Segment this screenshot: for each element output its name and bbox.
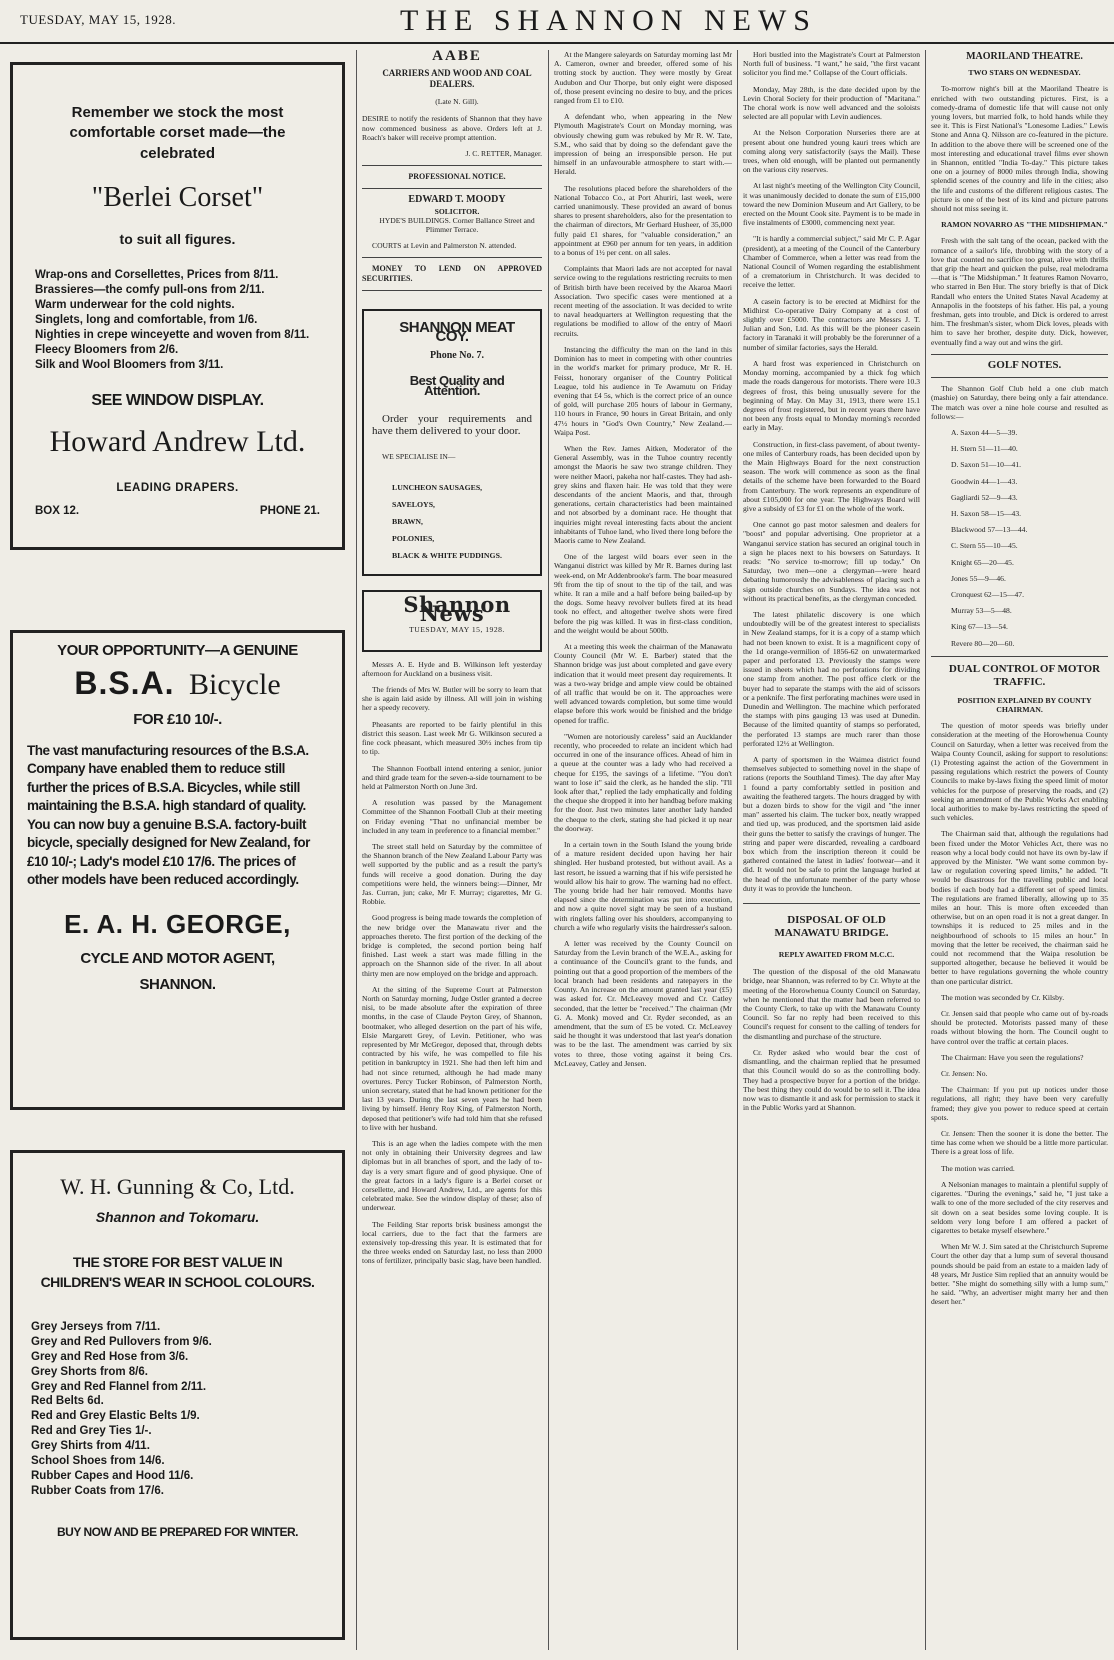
divider [362, 290, 542, 291]
news-paragraph: Cr. Jensen: No. [941, 1069, 988, 1079]
news-paragraph: Good progress is being made towards the completion of the new bridge over the Manawatu river and the approaches thereto. The first portion of the decking of the bridge is completed, the second portion being half finished. Last week a start was made filling in the approach on the Shannon side of the river. In all about thirty men are now employed on the bridge and approach. [362, 913, 542, 978]
list-item: BRAWN, [392, 517, 423, 527]
list-item: Grey Jerseys from 7/11. [31, 1320, 161, 1333]
news-paragraph: The motion was seconded by Cr. Kilsby. [941, 992, 1065, 1002]
list-item: Red Belts 6d. [31, 1395, 104, 1408]
gunning-firm: W. H. Gunning & Co, Ltd. [60, 1174, 295, 1199]
moody-courts: COURTS at Levin and Palmerston N. attended. [372, 241, 517, 251]
news-paragraph: Cr. Jensen: Then the sooner it is done the better. The time has come when we should be a little more particular. There is a great loss of life. [931, 1129, 1108, 1157]
news-paragraph: Hori bustled into the Magistrate's Court at Palmerston North full of business. "I want," he said, "the first vacant solicitor you find me." Collapse of the Court officials. [743, 50, 920, 78]
list-item: D. Saxon 51—10—41. [951, 460, 1022, 470]
corset-contact [35, 505, 320, 517]
corset-item-list [35, 268, 342, 373]
news-paragraph: Fresh with the salt tang of the ocean, packed with the romance of a sailor's life, throbbing with the story of a love that counted no sacrifice too great, alive with thrills that grip the heart and quicken the pulse, real melodrama—that is "The Midshipman." It features Ramon Novarro, who starred in Ben Hur. The story briefly is that of Dick Randall who enters the United States Naval Academy at Annapolis in the footsteps of his father. His pal, a young freshman, gets into trouble, and Dick is ordered to arrest him. The freshman's sister, whom Dick loves, pleads with him to save her brother, despite duty. Dick, however, eventually find a way out and wins the girl. [931, 236, 1108, 347]
news-paragraph: A defendant who, when appearing in the New Plymouth Magistrate's Court on Monday morning, was obviously chewing gum was rebuked by Mr R. W. Tate, S.M., who said that by doing so the defendant gave the impression of being an irresponsible person. He put himself in an unfavourable atmosphere to start with.—Herald. [554, 112, 732, 177]
bicycle-price: FOR £10 10/-. [133, 711, 222, 729]
corset-advertisement [10, 62, 345, 550]
corset-phone: PHONE 21. [259, 505, 320, 517]
moody-address: HYDE'S BUILDINGS. Corner Ballance Street and Plimmer Terrace. [379, 215, 535, 235]
news-paragraph: Messrs A. E. Hyde and B. Wilkinson left yesterday afternoon for Auckland on a business visit. [362, 659, 542, 678]
bridge-subheadline: REPLY AWAITED FROM M.C.C. [778, 950, 895, 960]
list-item: King 67—13—54. [951, 622, 1008, 632]
news-paragraph: When the Rev. James Aitken, Moderator of the General Assembly, was in the Tuhoe country recently amongst the Maoris he saw two strange children. They were neither Maori, pakeha nor half-castes. They had ash-grey skins and flaxen hair. He was told that they were descendants of the ancient Maoris, and that, through generations, certain characteristics had been maintained and not absorbed by a dominant race. He thought that inquiries might reveal interesting facts about the ancient inhabitants of Tuhoe land, who lived there long before the Maoris came to New Zealand. [554, 443, 732, 545]
news-paragraph: One of the largest wild boars ever seen in the Wanganui district was killed by Mr R. Barnes during last week-end, on Mr Addenbrooke's farm. The boar measured 9ft from the tip of snout to the tip of the tail, and was white. It ran a mile and a half before being bailed-up by the dogs. Some heavy revolver bullets fired at its head took no effect, and altogether twelve shots were fired before the pig was killed. It was in first-class condition, and the weight would be about 500lb. [554, 552, 732, 635]
news-paragraph: At the sitting of the Supreme Court at Palmerston North on Saturday morning, Judge Ostler granted a decree nisi, to be made absolute after the expiration of three months, in the case of Claude Peyton Grey, of Shannon, bootmaker, who alleged desertion on the part of his wife, Elsie Margarett Grey, of Levin. Petitioner, who was represented by Mr McGregor, deposed that, through debts contracted by his wife, he was compelled to file his petition in bankruptcy in 1921. She had then left him and had not since returned, although he had made many overtures. Percy Tucker Robinson, of Palmerston North, union secretary, stated that he had known petitioner for the last 13 years. During the last seven years he had been living by himself. Henry Roy King, of Palmerston North, deposed that petitioner's wife had told him that she refused to live with her husband. [362, 984, 542, 1132]
golf-score-list [941, 428, 1108, 648]
news-paragraph: Pheasants are reported to be fairly plentiful in this district this season. Last week Mr G. Wilkinson secured a fine cock pheasant, which measured 30½ inches from tip to tip. [362, 719, 542, 757]
meat-phone: Phone No. 7. [430, 350, 484, 362]
news-paragraph: To-morrow night's bill at the Maoriland Theatre is enriched with two outstanding pictures. First, is a comedy-drama of domestic life that will cause not only young lovers, but married folk, to hold hands while they see it. This is First National's "Lonesome Ladies." Lewis Stone and Anna Q. Nilsson are co-featured in the picture. In addition to the above there will be screened one of the most interesting and educational travel films ever shown in Shannon, entitled "India To-day." This picture takes one on a journey of 8000 miles through India, showing splendid scenes of the country and life in the cities; also the life and customs of the different religious castes. The picture is one of the best of its kind and picture patrons should not miss seeing it. [931, 84, 1108, 214]
column-3 [554, 50, 732, 1650]
list-item: Blackwood 57—13—44. [951, 525, 1028, 535]
divider [362, 165, 542, 166]
money-to-lend: MONEY TO LEND ON APPROVED SECURITIES. [362, 264, 542, 283]
news-paragraph: This is an age when the ladies compete with the men not only in obtaining their University degrees and law diplomas but in all branches of sport, and the lady of to-day is a very smart figure and of good physique. One of the great factors in a lady's figure is a Berlei corset or corsellette, and Howard Andrew, Ltd., are agents for this celebrated make. See the window display of these; also of underwear. [362, 1139, 542, 1213]
news-paragraph: Monday, May 28th, is the date decided upon by the Levin Choral Society for their production of "Maritana." The choral work is now well advanced and the soloists selected are all popular with Levin audiences. [743, 84, 920, 122]
list-item: Grey Shorts from 8/6. [31, 1365, 148, 1378]
column-2 [362, 50, 542, 1650]
column-rule [925, 50, 926, 1650]
news-paragraph: At the Nelson Corporation Nurseries there are at present about one hundred young kauri trees which are coming along very satisfactorily (says the Mail). These trees, when old enough, will be planted out permanently on the various city reserves. [743, 128, 920, 175]
news-paragraph: A Nelsonian manages to maintain a plentiful supply of cigarettes. "During the evenings," said he, "I just take a walk to one of the more secluded of the city reserves and sit down on a seat besides some loving couple. It is seldom very long before I am offered a packet of cigarettes to betake myself elsewhere." [931, 1179, 1108, 1235]
column-rule [356, 50, 357, 1650]
news-paragraph: At last night's meeting of the Wellington City Council, it was unanimously decided to donate the sum of £15,000 toward the new Dominion Museum and Art Gallery, to be erected on the Mount Cook site. Payment is to be made in five instalments of £3000, commencing next year. [743, 181, 920, 228]
news-paragraph: The question of the disposal of the old Manawatu bridge, near Shannon, was referred to by Cr. Whyte at the meeting of the Horowhenua County Council on Saturday, when he mentioned that the matter had been referred to the County Clerk, to take up with the Manawatu County Council. So far no reply had been received to this Council's request for consent to the calling of tenders for the dismantling and purchase of the structure. [743, 967, 920, 1041]
news-paragraph: The Shannon Football intend entering a senior, junior and third grade team for the seven-a-side tournament to be held at Palmerston North on June 3rd. [362, 763, 542, 791]
news-paragraph: In a certain town in the South Island the young bride of a mature resident decided upon having her hair shingled. Her husband protested, but without avail. As a last resort, he issued a warning that if his wife persisted he would allow his hair to grow. The warning had no effect. The young bride had her hair removed. Months have elapsed since the determination was put into execution, and now a quite novel sight may be seen of a husband with ringlets falling over his shoulders, accompanying to church a wife who regularly visits the hairdresser's saloon. [554, 840, 732, 932]
masthead-title: THE SHANNON NEWS [400, 4, 817, 37]
news-paragraph: At the Mangere saleyards on Saturday morning last Mr A. Cameron, owner and breeder, offered some of his trotting stock by auction. They were mostly by Great Audubon and Our Thorpe, but only eight were disposed of, those present evincing no desire to buy, and the prices ranged from £1 to £10. [554, 50, 732, 106]
list-item: Grey and Red Hose from 3/6. [31, 1350, 189, 1363]
list-item: SAVELOYS, [392, 500, 435, 510]
corset-trade: LEADING DRAPERS. [116, 481, 239, 494]
list-item: Knight 65—20—45. [951, 557, 1014, 567]
news-paragraph: The motion was carried. [941, 1163, 1015, 1173]
novarro-headline: RAMON NOVARRO AS "THE MIDSHIPMAN." [941, 220, 1108, 230]
golf-headline: GOLF NOTES. [987, 358, 1062, 371]
news-paragraph: At a meeting this week the chairman of the Manawatu County Council (Mr W. E. Barber) stated that the Shannon bridge was just about completed and gave every indication that it would meet present day requirements. It was a two-way bridge and ample view could be obtained of all traffic that would be on it. The approaches were well advanced towards completion, but some time would elapse before this work would be finished and the bridge opened for traffic. [554, 641, 732, 725]
bicycle-brand: B.S.A. [74, 664, 175, 701]
theatre-headline: MAORILAND THEATRE. [966, 51, 1083, 62]
moody-name: EDWARD T. MOODY [408, 194, 506, 206]
news-paragraph: A casein factory is to be erected at Midhirst for the Midhirst Co-operative Dairy Company at a cost of slightly over £5000. The contractors are Messrs J. T. Julian and Son, Ltd. As this will be the pioneer casein factory in Taranaki it will probably be the forerunner of a number of similar factories, says the Herald. [743, 296, 920, 352]
list-item: BLACK & WHITE PUDDINGS. [392, 551, 502, 561]
news-paragraph: "It is hardly a commercial subject," said Mr C. P. Agar (president), at a meeting of the Council of the Canterbury Chamber of Commerce, when a letter was read from the National Council of Women regarding the establishment of a crematorium in Christchurch. It was decided to receive the letter. [743, 234, 920, 290]
aabe-title: AABE [432, 50, 482, 64]
news-paragraph: The Chairman: If you put up notices under those regulations, all right; they have been very carefully framed; they give you power to reduce speed at certain spots. [931, 1085, 1108, 1122]
list-item: LUNCHEON SAUSAGES, [392, 483, 483, 493]
news-paragraph: Cr. Jensen said that people who came out of by-roads should be protected. Motorists passed many of these roads without blowing the horn. The Council ought to have control over the traffic at certain places. [931, 1009, 1108, 1046]
corset-display: SEE WINDOW DISPLAY. [91, 391, 264, 409]
corset-box: BOX 12. [35, 505, 80, 517]
list-item: Rubber Coats from 17/6. [31, 1485, 164, 1498]
divider [743, 903, 920, 904]
divider [931, 656, 1108, 657]
aabe-notice [362, 52, 542, 106]
news-paragraph: A resolution was passed by the Management Committee of the Shannon Football Club at their meeting on Friday evening "That no unfinancial member be included in any team in preference to a financial member." [362, 798, 542, 835]
theatre-subheadline: TWO STARS ON WEDNESDAY. [968, 68, 1081, 78]
list-item: Grey and Red Flannel from 2/11. [31, 1380, 207, 1393]
aabe-note: (Late N. Gill). [435, 97, 479, 107]
news-paragraph: The Shannon Golf Club held a one club match (mashie) on Saturday, there being only a fair attendance. The match was over a nine hole course and resulted as follows:— [931, 384, 1108, 421]
column-rule [548, 50, 549, 1650]
gunning-item-list [31, 1320, 342, 1499]
news-paragraph: One cannot go past motor salesmen and dealers for "boost" and popular advertising. One proprietor at a Wanganui service station has secured an original touch in a sign he places next to his bowsers on Saturdays. It reads: "No service to-morrow; fill up today." On Saturday, two men—one a clergyman—were heard debating humorously the advisableness of placing such a sign outside churches on Sundays. The idea was not without its practical benefits, as the clergyman conceded. [743, 520, 920, 603]
list-item: Jones 55—9—46. [951, 573, 1006, 583]
meat-specialise: WE SPECIALISE IN— [382, 451, 456, 461]
news-paragraph: Cr. Ryder asked who would bear the cost of dismantling, and the chairman replied that he presumed that this Council would do so as the controlling body. They had a prospective buyer for a portion of the bridge. The best thing they could do would be to sell it. The idea now was to dismantle it and ask for permission to stack it in the Public Works yard at Shannon. [743, 1047, 920, 1113]
news-paragraph: When Mr W. J. Sim sated at the Christchurch Supreme Court the other day that a lump sum of several thousand pounds should be paid from an estate to a maiden lady of 48 years, Mr Justice Sim replied that an annuity would be better. "She might do something silly with a lump sum," he said. "Why, an advertiser might marry her and then desert her." [931, 1242, 1108, 1307]
news-paragraph: The friends of Mrs W. Butler will be sorry to learn that she is again laid aside by illness. All will join in wishing her a speedy recovery. [362, 685, 542, 713]
divider [362, 257, 542, 258]
corset-product: "Berlei Corset" [91, 181, 264, 213]
list-item: Cronquest 62—15—47. [951, 589, 1024, 599]
news-paragraph: Instancing the difficulty the man on the land in this Dominion has to meet in competing with other countries in the world's market for primary produce, Mr R. H. Feisst, honorary organiser of the Country Political League, told his audience in Te Awamutu on Friday evening that £4 5s, which is the correct price of an ounce of gold, will purchase 205 hours of labour in Germany, 110 hours in France, 90 hours in Great Britain, and only 47½ hours in "God's Own Country," New Zealand.—Waipa Post. [554, 344, 732, 437]
shannon-news-heading [362, 590, 542, 652]
news-paragraph: The latest philatelic discovery is one which undoubtedly will be of the greatest interest to specialists in New Zealand stamps, for it is a copy of a stamp which had not been known to exist. It is a magnificent copy of the 1d orange-vermilion of 1856-62 on unwatermarked paper and perforated 13. Previously the stamps were issued in sheets which had no perforations for dividing one stamp from another. The post office clerk or the buyer had to separate the stamps with the aid of scissors or a penknife. The first perforating machines were used in Dunedin and Wellington. The machine which perforated the stamps with pins gauging 13 was used at Dunedin. Because of the limited quantity of stamps so perforated, the perforated 13 stamps are much rarer than those perforated 12½ at Wellington. [743, 609, 920, 748]
list-item: Goodwin 44—1—43. [951, 476, 1018, 486]
bicycle-advertisement [10, 630, 345, 1110]
gunning-footer: BUY NOW AND BE PREPARED FOR WINTER. [57, 1525, 298, 1540]
list-item: Nighties in crepe winceyette and woven from 8/11. [35, 329, 310, 342]
bicycle-body: The vast manufacturing resources of the B.S.A. Company have enabled them to reduce still further the prices of B.S.A. Bicycles, while still maintaining the B.S.A. high standard of quality. You can now buy a genuine B.S.A. factory-built bicycle, specially designed for New Zealand, for £10 10/-; Lady's model £10 17/6. The prices of other models have been reduced accordingly. [27, 742, 310, 888]
list-item: POLONIES, [392, 534, 435, 544]
list-item: Revere 80—20—60. [951, 638, 1015, 648]
traffic-subheadline: POSITION EXPLAINED BY COUNTY CHAIRMAN. [957, 695, 1092, 714]
news-paragraph: Construction, in first-class pavement, of about twenty-one miles of Canterbury roads, has been decided upon by the Main Highways Board for the next construction season. The work will commence as soon as the final details of the scheme have been forwarded to the Board from Canterbury. The work represents an expenditure of about £105,000 for one year. The Highways Board will give a subsidy of £3 for £1 on the whole of the work. [743, 439, 920, 513]
meat-title: SHANNON MEAT COY. [399, 318, 515, 346]
aabe-subtitle: CARRIERS AND WOOD AND COAL DEALERS. [382, 68, 532, 90]
bicycle-product: Bicycle [189, 667, 281, 701]
news-paragraph: The Chairman said that, although the regulations had been fixed under the Motor Vehicles Act, there was no reason why a local body could not have its own by-law if approved by the Minister. "We want some common by-law or regulation covering speed limits," he added. "It would be disastrous for the travelling public and local bodies if each body had a different set of speed limits. The regulations are framed liberally, allowing up to 35 miles an hour. This is more often exceeded than otherwise, but on an open road it is not a great danger. In townships it is reduced to 25 miles and in the neighbourhood of schools to 15 miles an hour." In moving that the letter be received, the chairman said he could not recommend that the Waipa resolution be supported altogether, because he believed it would be better to have regulations governing the whole country than one particular district. [931, 829, 1108, 986]
corset-tagline: to suit all figures. [119, 231, 236, 248]
news-paragraph: A letter was received by the County Council on Saturday from the Levin branch of the W.E.A., asking for a continuance of the Council's grant to the funds, and pointing out that a good proportion of the members of the local branch had been residents and ratepayers in the County. An increase on the amount granted last year (£5) was asked for. Cr. McLeavey moved and Cr. Catley seconded, that the letter be "received." The chairman (Mr G. A. Monk) moved and Cr. Ryder seconded, as an amendment, that the sum of £5 be voted. Cr. McLeavey said he thought it was understood that last year's donation was to be the last. The amendment was carried by six votes to three, those voting against it being Crs. McLeavey, Catley and Jensen. [554, 939, 732, 1068]
gunning-headline: THE STORE FOR BEST VALUE IN CHILDREN'S WEAR IN SCHOOL COLOURS. [40, 1253, 315, 1290]
news-paragraph: The question of motor speeds was briefly under consideration at the meeting of the Horowhenua County Council on Saturday, when a letter was received from the Waipa County Council, asking for support to resolutions: (1) Protesting against the action of the Government in passing regulations which restrict the powers of County Councils to make by-laws fixing the speed limit of motor vehicles for the purpose of preserving the roads, and (2) seeking an amendment of the Public Works Act enabling local authorities to make by-laws restricting the speed of such vehicles. [931, 721, 1108, 823]
gunning-advertisement [10, 1150, 345, 1640]
divider [931, 354, 1108, 355]
divider [362, 188, 542, 189]
column-5 [931, 50, 1108, 1650]
aabe-sign: J. C. RETTER, Manager. [465, 149, 542, 159]
moody-role: SOLICITOR. [434, 206, 480, 216]
news-paragraph: The resolutions placed before the shareholders of the National Tobacco Co., at Port Ahuriri, last week, were carried unanimously. These provided an award of bonus shares to present shareholders, also for the presentation to the chairman of directors, Mr Gerhard Husheer, of 35,000 fully paid £1 shares, for "valuable consideration," an appointment at £960 per annum for ten years, in addition to a bonus of 1½ per cent. on all sales. [554, 183, 732, 258]
news-paragraph: A hard frost was experienced in Christchurch on Monday morning, accompanied by a thick fog which made the roads dangerous for motorists. There were 10.3 degrees of frost, this being unusually severe for the beginning of May. On May 31, 1913, there were 15.1 degrees of frost registered, but in recent years there have not been any frosts equal to Monday morning's recorded early in May. [743, 358, 920, 433]
traffic-headline: DUAL CONTROL OF MOTOR TRAFFIC. [948, 662, 1101, 688]
section-title: Shannon News [403, 592, 511, 627]
meat-advertisement [362, 309, 542, 576]
list-item: Rubber Capes and Hood 11/6. [31, 1470, 194, 1483]
news-paragraph: "Women are notoriously careless" said an Aucklander recently, who proceeded to relate an incident which had occurred in one of the insurance offices. Ahead of him in a queue at the counter was a lady who had received a cheque for £195, the savings of a lifetime. "You don't want to lose it" said the clerk, as he handed the slip. "I'll look after that," replied the lady emphatically and folding the cheque she dropped it into her handbag before making for the door. Just two minutes later another lady handed the cheque to the clerk, stating she had picked it up near the doorway. [554, 731, 732, 833]
bicycle-headline: YOUR OPPORTUNITY—A GENUINE [57, 642, 298, 659]
news-paragraph: Complaints that Maori lads are not accepted for naval service owing to the regulations restricting recruits to men of British birth have been received by the Akaroa Maori Association. Two specific cases were mentioned at a recent meeting of the association. It was decided to write to naval headquarters at Wellington requesting that the regulations be modified to allow of the entry of Maori recruits. [554, 264, 732, 338]
list-item: C. Stern 55—10—45. [951, 541, 1018, 551]
list-item: Red and Grey Elastic Belts 1/9. [31, 1410, 200, 1423]
list-item: Grey and Red Pullovers from 9/6. [31, 1335, 212, 1348]
news-paragraph: The Chairman: Have you seen the regulations? [941, 1052, 1084, 1062]
corset-intro: Remember we stock the most comfortable corset made—the celebrated [69, 104, 286, 162]
list-item: Fleecy Bloomers from 2/6. [35, 344, 179, 357]
bicycle-agent: E. A. H. GEORGE, [64, 908, 291, 939]
column-4 [743, 50, 920, 1650]
gunning-towns: Shannon and Tokomaru. [95, 1208, 260, 1225]
list-item: Murray 53—5—48. [951, 606, 1012, 616]
list-item: H. Stern 51—11—40. [951, 444, 1018, 454]
list-item: Silk and Wool Bloomers from 3/11. [35, 358, 224, 371]
masthead [0, 0, 1114, 44]
list-item: School Shoes from 14/6. [31, 1455, 165, 1468]
prof-notice-title: PROFESSIONAL NOTICE. [408, 172, 506, 182]
list-item: Wrap-ons and Corsellettes, Prices from 8/11. [35, 269, 279, 282]
masthead-date: TUESDAY, MAY 15, 1928. [20, 12, 176, 27]
list-item: A. Saxon 44—5—39. [951, 427, 1018, 437]
meat-quality: Best Quality and Attention. [409, 373, 505, 398]
news-paragraph: The Feilding Star reports brisk business amongst the local carriers, due to the fact that the farmers are extensively top-dressing this year. It is estimated that for the three weeks ended on Saturday last, no less than 2000 tons of fertilizer, principally basic slag, have been handled. [362, 1219, 542, 1266]
list-item: Brassieres—the comfy pull-ons from 2/11. [35, 284, 265, 297]
corset-firm: Howard Andrew Ltd. [49, 424, 306, 458]
bicycle-agent-role: CYCLE AND MOTOR AGENT, [80, 950, 275, 968]
list-item: Grey Shirts from 4/11. [31, 1440, 150, 1453]
meat-item-list [382, 483, 532, 561]
bicycle-agent-town: SHANNON. [139, 975, 216, 993]
meat-order: Order your requirements and have them delivered to your door. [372, 412, 532, 438]
news-paragraph: The street stall held on Saturday by the committee of the Shannon branch of the New Zealand Labour Party was well supported by the public and as a result the party's funds will receive a good donation. During the day competitions were held, the winners being:—Dinner, Mr Jas. Curran, jun; cake, Mr F. Murray; cigarettes, Mr G. Robbie. [362, 841, 542, 907]
list-item: H. Saxon 58—15—43. [951, 508, 1022, 518]
list-item: Singlets, long and comfortable, from 1/6. [35, 314, 258, 327]
news-paragraph: A party of sportsmen in the Waimea district found themselves subjected to something novel in the shape of rations (reports the Southland Times). The day after May 1 found a party comfortably settled in position and awaiting the feathered targets. The hours dragged by with but a dozen birds to show for the vigil and "the inner man" asserted his claim. The tucker box, neatly wrapped and tied up, was produced, and the sportsmen laid aside their guns the better to satisfy the cravings of hunger. The string and paper were discarded, revealing a cardboard box which from the inscription thereon it could be gathered contained the latest in ladies' footwear—and it did. It would not be safe to print the language hurled at the head of the unfortunate member of the party whose duty it was to provide the luncheon. [743, 755, 920, 893]
aabe-body: DESIRE to notify the residents of Shannon that they have now commenced business as above. Orders left at J. Roach's baker will receive prompt attention. [362, 114, 542, 142]
list-item: Warm underwear for the cold nights. [35, 299, 235, 312]
list-item: Gagliardi 52—9—43. [951, 492, 1018, 502]
bicycle-brand-line [13, 663, 342, 705]
section-date: TUESDAY, MAY 15, 1928. [409, 625, 505, 635]
column-rule [737, 50, 738, 1650]
list-item: Red and Grey Ties 1/-. [31, 1425, 152, 1438]
divider [931, 377, 1108, 378]
bridge-headline: DISPOSAL OF OLD MANAWATU BRIDGE. [774, 914, 889, 940]
